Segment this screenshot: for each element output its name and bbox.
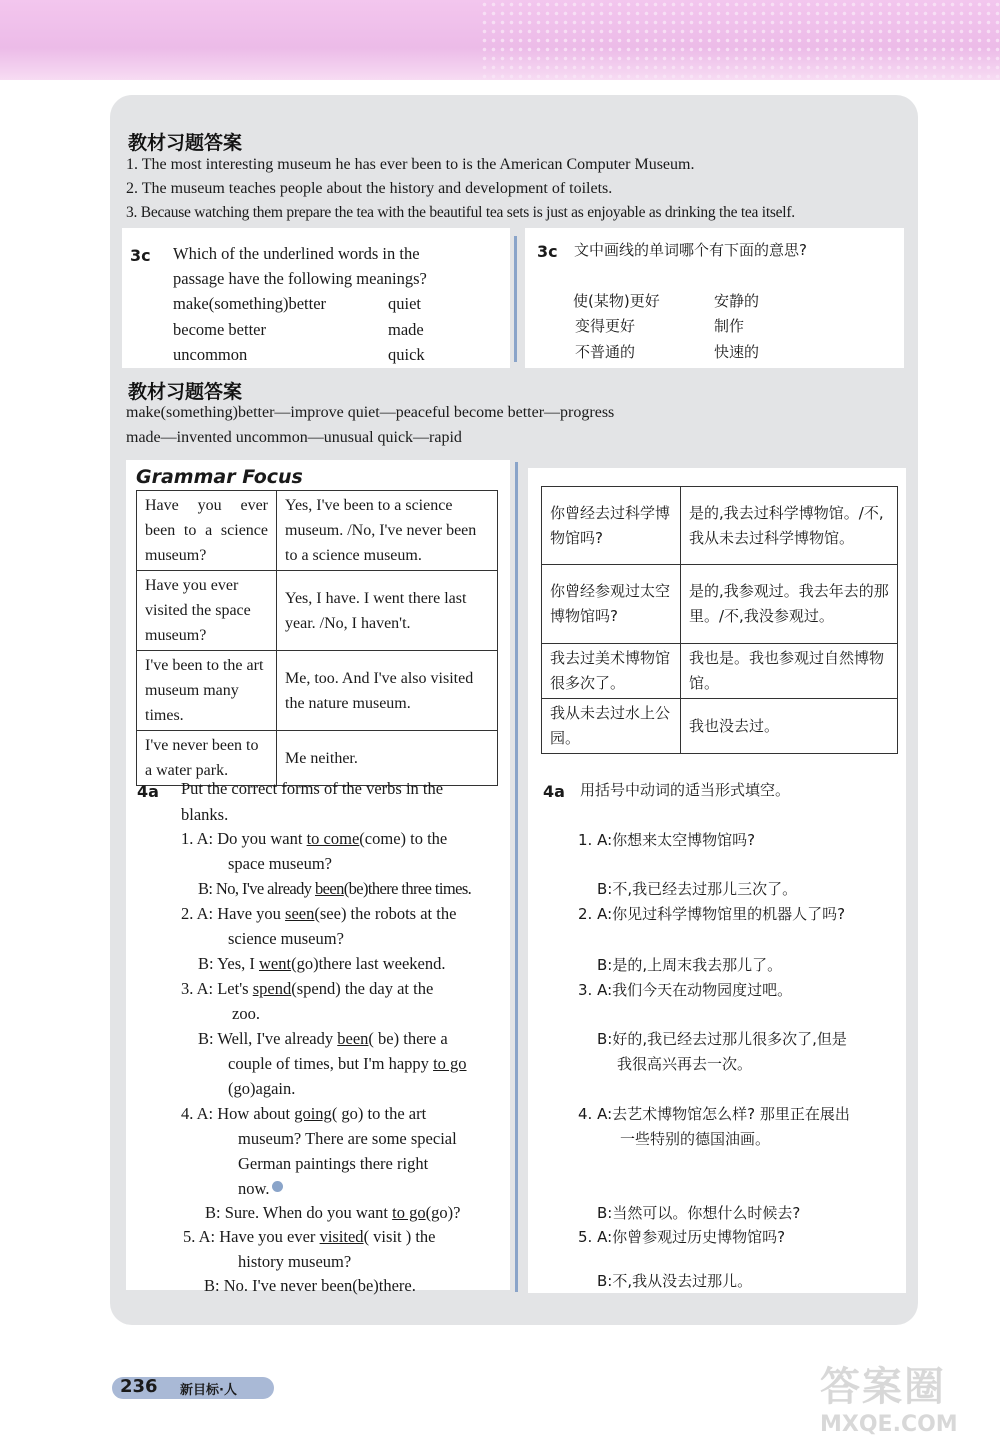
ex4a-question-zh: 用括号中动词的适当形式填空。 [580, 781, 791, 799]
item-label: B: [198, 879, 213, 898]
item-label: 1. A: [181, 829, 214, 848]
ex4a-zh-line: B:是的,上周末我去那儿了。 [597, 956, 783, 974]
ex4a-item-line: zoo. [232, 1004, 260, 1023]
answer-line-1: 1. The most interesting museum he has ever been to is the American Computer Museum. [126, 156, 695, 173]
ex4a-item-line: (go)again. [228, 1079, 296, 1098]
table-cell: Yes, I've been to a science museum. /No, I've never been to a science museum. [277, 491, 498, 571]
item-text: (spend) the day at the [291, 979, 434, 998]
ex3c-term-zh: 变得更好 [575, 317, 636, 335]
watermark-top: 答案圈 [820, 1364, 946, 1410]
ex4a-zh-line: 2. A:你见过科学博物馆里的机器人了吗? [578, 905, 846, 923]
ex4a-number: 4a [137, 782, 159, 801]
item-text: ( be) there a [368, 1029, 448, 1048]
ex3c-number-zh: 3c [537, 242, 558, 261]
item-text: (come) to the [359, 829, 448, 848]
ex3c-word: quick [388, 345, 425, 364]
answers2-line2: made—invented uncommon—unusual quick—rapid [126, 429, 462, 446]
answers2-line1: make(something)better—improve quiet—peaceful become better—progress [126, 404, 615, 421]
ex3c-term: become better [173, 320, 266, 339]
item-text: Have you [217, 904, 281, 923]
item-text: Have you ever [219, 1227, 316, 1246]
page-number: 236 [120, 1376, 158, 1397]
table-row [542, 699, 898, 754]
answer-blank: to come [306, 829, 360, 848]
ex4a-zh-line: B:好的,我已经去过那儿很多次了,但是 [597, 1030, 847, 1048]
grammar-focus-title: Grammar Focus [136, 466, 303, 488]
item-text: No. I've never been(be)there. [223, 1276, 416, 1295]
ex4a-item-line [198, 877, 471, 901]
answer-blank: went [259, 954, 292, 973]
item-text: How about [217, 1104, 291, 1123]
ex3c-term-zh: 使(某物)更好 [573, 292, 660, 310]
item-label: B: [204, 1276, 220, 1295]
table-row [542, 644, 898, 699]
item-text: (see) the robots at the [314, 904, 457, 923]
item-text: Sure. When do you want [224, 1203, 389, 1222]
table-cell: 我去过美术博物馆很多次了。 [542, 644, 681, 699]
item-text: No, I've already [215, 879, 312, 898]
ex4a-zh-line: B:不,我从没去过那儿。 [597, 1272, 753, 1290]
answer-blank: going [294, 1104, 332, 1123]
watermark-bottom: MXQE.COM [820, 1412, 958, 1437]
table-cell: I've been to the art museum many times. [137, 651, 277, 731]
item-text: ( go) to the art [331, 1104, 427, 1123]
grammar-table-zh [541, 486, 898, 754]
table-cell: 我从未去过水上公园。 [542, 699, 681, 754]
ex3c-word-zh: 快速的 [714, 343, 760, 361]
ex3c-term: uncommon [173, 345, 248, 364]
answer-blank: been [337, 1029, 369, 1048]
answer-blank: been [314, 879, 344, 898]
ex4a-zh-line: B:当然可以。你想什么时候去? [597, 1204, 801, 1222]
item-text: now. [238, 1179, 270, 1198]
ex4a-item-line: history museum? [238, 1252, 352, 1271]
ex4a-item-line: space museum? [228, 854, 333, 873]
item-text: Let's [217, 979, 249, 998]
item-label: 4. A: [181, 1104, 214, 1123]
item-label: 2. A: [181, 904, 214, 923]
ex4a-zh-line: 1. A:你想来太空博物馆吗? [578, 831, 756, 849]
table-row [137, 571, 498, 651]
table-cell: Yes, I have. I went there last year. /No, I haven't. [277, 571, 498, 651]
answer-blank: to go [392, 1203, 426, 1222]
ex4a-item-line: German paintings there right [238, 1154, 429, 1173]
table-cell: Me, too. And I've also visited the nature museum. [277, 651, 498, 731]
ex4a-item-line [181, 902, 456, 926]
ex4a-zh-line: 3. A:我们今天在动物园度过吧。 [578, 981, 793, 999]
ex4a-item-line [228, 1052, 467, 1076]
item-text: Yes, I [217, 954, 255, 973]
table-cell: 你曾经参观过太空博物馆吗? [542, 565, 681, 644]
item-label: B: [198, 1029, 214, 1048]
ex4a-item-line: science museum? [228, 929, 344, 948]
ex4a-question-line1: Put the correct forms of the verbs in the [181, 779, 444, 798]
item-text: Do you want [217, 829, 303, 848]
item-label: B: [205, 1203, 221, 1222]
item-text: Well, I've already [217, 1029, 334, 1048]
ex3c-question-line1: Which of the underlined words in the [173, 244, 420, 263]
item-text: (be)there three times. [343, 879, 472, 898]
answer-blank: spend [252, 979, 292, 998]
item-label: 5. A: [183, 1227, 216, 1246]
column-divider [514, 236, 517, 362]
ex4a-item-line [204, 1274, 416, 1298]
item-label: 3. A: [181, 979, 214, 998]
ex3c-word: quiet [388, 294, 421, 313]
ex3c-word: made [388, 320, 424, 339]
audio-icon [272, 1181, 283, 1192]
ex4a-item-line [198, 952, 445, 976]
table-cell: Me neither. [277, 731, 498, 786]
table-cell: I've never been to a water park. [137, 731, 277, 786]
top-decorative-band [0, 0, 1000, 80]
ex3c-number: 3c [130, 246, 151, 265]
answers-title-2: 教材习题答案 [128, 381, 243, 403]
ex4a-item-line [181, 1102, 426, 1126]
table-cell: Have you ever visited the space museum? [137, 571, 277, 651]
table-row [137, 491, 498, 571]
answer-blank: to go [433, 1054, 467, 1073]
table-cell: 我也是。我也参观过自然博物馆。 [681, 644, 898, 699]
answer-blank: visited [319, 1227, 364, 1246]
table-cell: 我也没去过。 [681, 699, 898, 754]
table-row [137, 651, 498, 731]
column-divider [515, 462, 518, 1292]
dot-pattern [480, 0, 1000, 80]
ex3c-question-zh: 文中画线的单词哪个有下面的意思? [574, 241, 807, 259]
ex3c-question-line2: passage have the following meanings? [173, 269, 427, 288]
ex3c-term: make(something)better [173, 294, 327, 313]
ex4a-number-zh: 4a [543, 782, 565, 801]
table-cell: 是的,我去过科学博物馆。/不,我从未去过科学博物馆。 [681, 487, 898, 565]
table-cell: 你曾经去过科学博物馆吗? [542, 487, 681, 565]
ex4a-zh-line: 4. A:去艺术博物馆怎么样? 那里正在展出 [578, 1105, 850, 1123]
ex4a-item-line [205, 1201, 460, 1225]
ex4a-zh-line: 一些特别的德国油画。 [620, 1130, 771, 1148]
answers-title-1: 教材习题答案 [128, 132, 243, 154]
ex4a-zh-line: 我很高兴再去一次。 [617, 1055, 753, 1073]
ex3c-word-zh: 安静的 [714, 292, 760, 310]
item-text: (go)there last weekend. [291, 954, 446, 973]
watermark [820, 1355, 990, 1445]
ex4a-item-line [181, 977, 433, 1001]
book-title: 新目标·人 [180, 1383, 237, 1398]
answer-line-3: 3. Because watching them prepare the tea with the beautiful tea sets is just as enjoyable as drinking the tea itself. [126, 204, 795, 221]
ex4a-item-line: museum? There are some special [238, 1129, 457, 1148]
table-cell: 是的,我参观过。我去年去的那里。/不,我没参观过。 [681, 565, 898, 644]
item-label: B: [198, 954, 214, 973]
ex4a-item-line [198, 1027, 448, 1051]
ex3c-term-zh: 不普通的 [575, 343, 636, 361]
item-text: ( visit ) the [363, 1227, 436, 1246]
answer-blank: seen [285, 904, 315, 923]
ex4a-zh-line: 5. A:你曾参观过历史博物馆吗? [578, 1228, 786, 1246]
table-cell: Have you ever been to a science museum? [137, 491, 277, 571]
answer-line-2: 2. The museum teaches people about the history and development of toilets. [126, 180, 613, 197]
grammar-table-en [136, 490, 498, 786]
table-row [542, 565, 898, 644]
item-text: couple of times, but I'm happy [228, 1054, 429, 1073]
ex4a-item-line [238, 1177, 283, 1201]
ex4a-item-line [181, 827, 447, 851]
ex4a-item-line [183, 1225, 436, 1249]
item-text: (go)? [425, 1203, 461, 1222]
ex4a-zh-line: B:不,我已经去过那儿三次了。 [597, 880, 798, 898]
ex4a-question-line2: blanks. [181, 805, 229, 824]
ex3c-word-zh: 制作 [714, 317, 745, 335]
table-row [542, 487, 898, 565]
